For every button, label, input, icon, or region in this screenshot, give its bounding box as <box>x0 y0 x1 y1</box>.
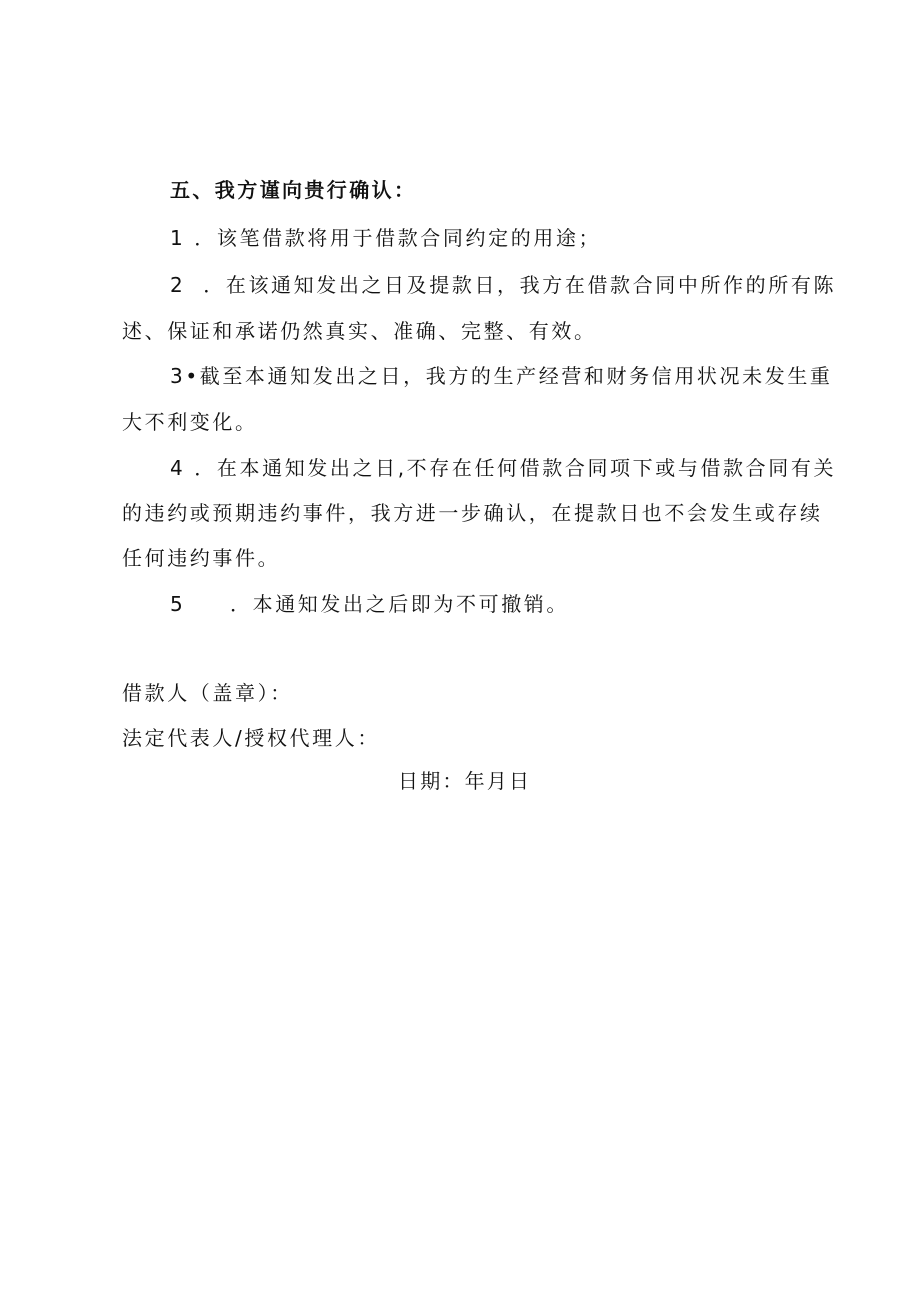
item-5-number: 5 <box>170 592 186 616</box>
item-4-line-2: 的违约或预期违约事件，我方进一步确认，在提款日也不会发生或存续 <box>122 501 823 525</box>
item-3-line-2: 大不利变化。 <box>122 410 258 434</box>
item-4-text-1: ．在本通知发出之日,不存在任何借款合同项下或与借款合同有关 <box>194 456 837 480</box>
item-1-line-1 <box>170 225 802 251</box>
section-heading: 五、我方谨向贵行确认： <box>170 178 417 202</box>
legal-representative-label: 法定代表人/授权代理人： <box>122 726 380 750</box>
item-2-number: 2 <box>170 273 186 297</box>
item-5-text: ．本通知发出之后即为不可撤销。 <box>230 592 569 616</box>
item-4-line-1 <box>170 455 837 481</box>
item-3-text-1: 截至本通知发出之日，我方的生产经营和财务信用状况未发生重 <box>199 364 833 388</box>
item-4-line-3: 任何违约事件。 <box>122 546 281 570</box>
item-3-number: 3• <box>170 364 200 388</box>
date-label: 日期：年月日 <box>398 769 532 793</box>
item-1-number: 1 <box>170 226 186 250</box>
item-2-line-1 <box>170 272 837 298</box>
item-3-line-1 <box>170 363 833 389</box>
borrower-seal-label: 借款人（盖章）： <box>122 681 293 705</box>
item-4-number: 4 <box>170 456 186 480</box>
item-2-text-1: ．在该通知发出之日及提款日，我方在借款合同中所作的所有陈 <box>203 273 837 297</box>
item-1-text: ．该笔借款将用于借款合同约定的用途； <box>194 226 602 250</box>
item-5-line-1 <box>170 591 802 617</box>
item-2-line-2: 述、保证和承诺仍然真实、准确、完整、有效。 <box>122 319 597 343</box>
